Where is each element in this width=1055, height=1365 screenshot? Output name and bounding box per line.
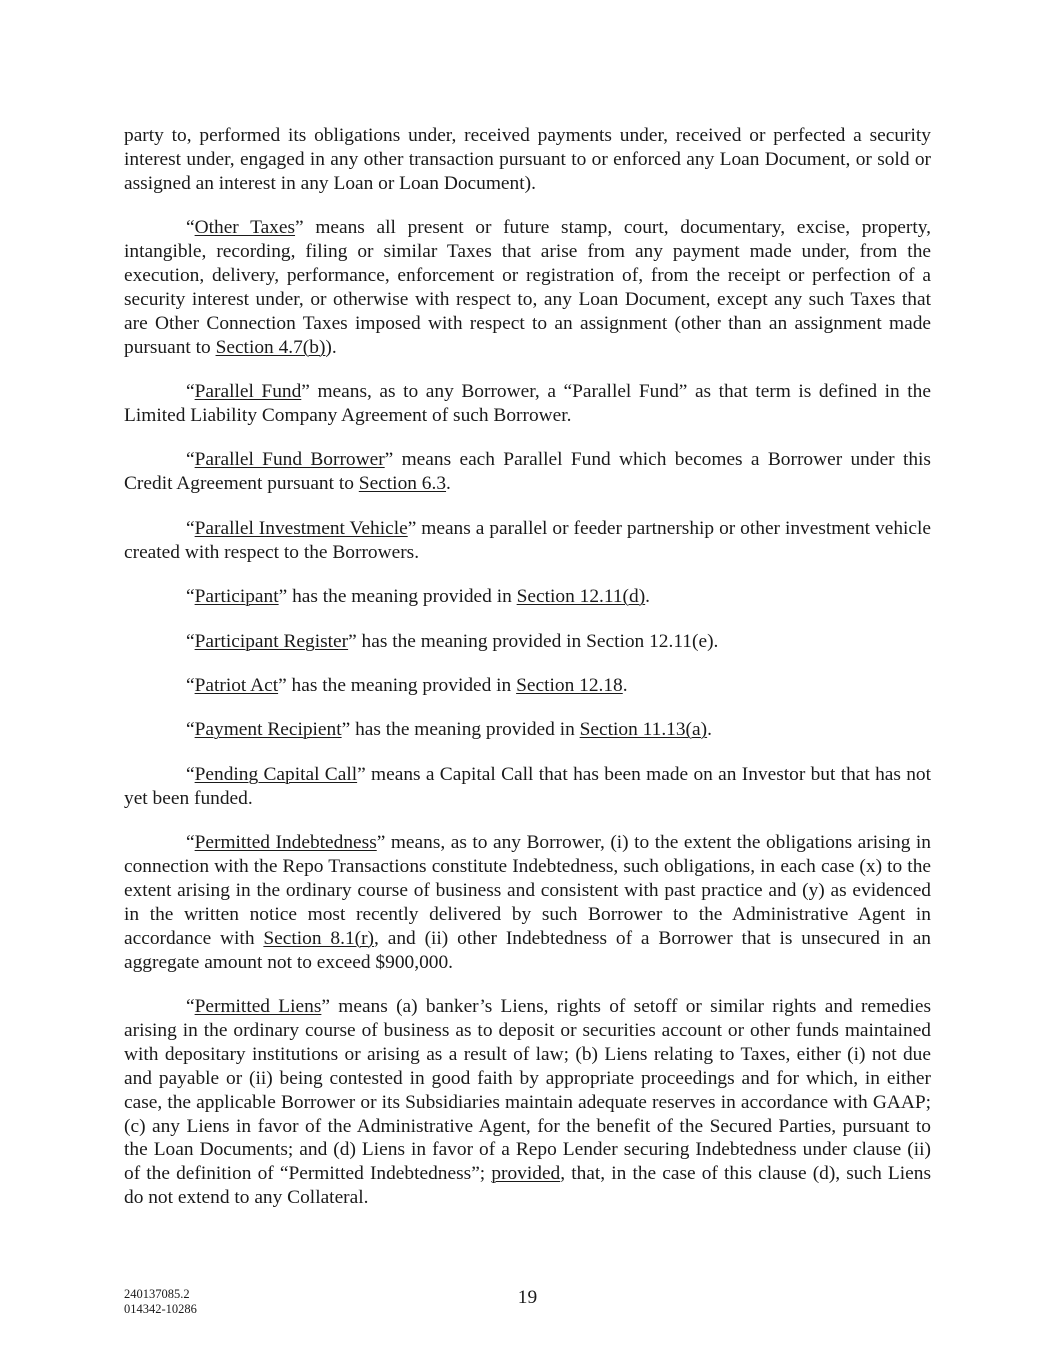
definition-tail: , and (ii) other Indebtedness of a Borrower that is unsecured in an aggregate amount not to exceed $900,000. [124,927,931,973]
definition-text: ” has the meaning provided in [278,586,517,608]
definition-text: ” has the meaning provided in [278,674,517,696]
open-quote: “ [186,719,195,741]
definition-text: ” means a Capital Call that has been made on an Investor but that has not yet been funded. [124,763,932,809]
continuation-text: party to, performed its obligations under, received payments under, received or perfected a security interest under, engaged in any other transaction pursuant to or enforced any Loan Document, or sold or assigned an interest in any Loan or Loan Document). [124,125,931,194]
definition-tail: . [446,473,451,495]
defined-term: Patriot Act [194,674,279,696]
definition-text: ” has the meaning provided in [341,719,580,741]
definition-tail: . [622,674,628,696]
definition-payment-recipient [124,718,931,742]
definition-text: ” means (a) banker’s Liens, rights of setoff or similar rights and remedies arising in the ordinary course of business as to deposit or securities account or other funds maintained with depositary institutions or arising as a result of law; (b) Liens relating to Taxes, either (i) not due and payable or (ii) being contested in good faith by appropriate proceedings and for which, in either case, the applicable Borrower or its Subsidiaries maintain adequate reserves in accordance with GAAP; (c) any Liens in favor of the Administrative Agent, for the benefit of the Secured Parties, pursuant to the Loan Documents; and (d) Liens in favor of a Repo Lender securing Indebtedness under clause (ii) of the definition of “Permitted Indebtedness”; [124,995,931,1185]
definition-tail: . [645,586,651,608]
defined-term: Participant Register [194,630,349,652]
open-quote: “ [186,217,195,239]
section-reference: Section 8.1(r) [263,927,375,949]
open-quote: “ [186,832,195,854]
paragraph-continuation [124,124,931,196]
defined-term: Payment Recipient [194,719,342,741]
open-quote: “ [186,674,195,696]
open-quote: “ [186,381,195,403]
section-reference: Section 4.7(b) [215,336,326,358]
section-reference: Section 11.13(a) [579,719,708,741]
definition-text: ” has the meaning provided in Section 12.11(e). [348,630,719,652]
definition-parallel-fund-borrower [124,448,931,496]
definition-text: ” means, as to any Borrower, (i) to the extent the obligations arising in connection with the Repo Transactions constitute Indebtedness, such obligations, in each case (x) to the extent arising in the ordinary course of business and consistent with past practice and (y) as evidenced in the written notice most recently delivered by such Borrower to the Administrative Agent in accordance with [124,832,932,949]
definition-permitted-indebtedness [124,831,931,974]
open-quote: “ [186,586,195,608]
open-quote: “ [186,995,195,1017]
page-number: 19 [517,1287,538,1308]
document-id-line-1: 240137085.2 [124,1287,190,1301]
definition-participant [124,585,931,609]
section-reference: Section 12.18 [516,674,623,696]
definition-tail: , that, in the case of this clause (d), such Liens do not extend to any Collateral. [124,1163,931,1209]
open-quote: “ [186,449,195,471]
defined-term: Pending Capital Call [194,763,358,785]
definition-text: ” means each Parallel Fund which becomes a Borrower under this Credit Agreement pursuant to [124,449,931,495]
defined-term: Parallel Investment Vehicle [194,517,408,539]
defined-term: Permitted Liens [194,995,322,1017]
open-quote: “ [186,763,195,785]
definition-text: ” means, as to any Borrower, a “Parallel Fund” as that term is defined in the Limited Liability Company Agreement of such Borrower. [124,381,931,427]
definition-text: ” means all present or future stamp, court, documentary, excise, property, intangible, recording, filing or similar Taxes that arise from any payment made under, from the execution, delivery, performance, enforcement or registration of, from the receipt or perfection of a security interest under, or otherwise with respect to, any Loan Document, except any such Taxes that are Other Connection Taxes imposed with respect to an assignment (other than an assignment made pursuant to [124,217,931,358]
document-body [124,124,931,1231]
defined-term: Permitted Indebtedness [194,832,377,854]
section-reference: Section 6.3 [358,473,447,495]
definition-pending-capital-call [124,763,931,811]
definition-participant-register [124,630,931,654]
defined-term: Participant [194,586,279,608]
definition-patriot-act [124,674,931,698]
definition-parallel-investment-vehicle [124,517,931,565]
defined-term: Parallel Fund [194,381,302,403]
open-quote: “ [186,630,195,652]
defined-term: Other Taxes [194,217,296,239]
document-id-line-2: 014342-10286 [124,1302,197,1316]
proviso-term: provided [491,1163,561,1185]
definition-other-taxes [124,216,931,359]
definition-permitted-liens [124,995,931,1210]
definition-parallel-fund [124,380,931,428]
definition-tail: ). [325,336,337,358]
defined-term: Parallel Fund Borrower [194,449,385,471]
section-reference: Section 12.11(d) [516,586,646,608]
definition-text: ” means a parallel or feeder partnership or other investment vehicle created with respect to the Borrowers. [124,517,931,563]
open-quote: “ [186,517,195,539]
definition-tail: . [707,719,712,741]
